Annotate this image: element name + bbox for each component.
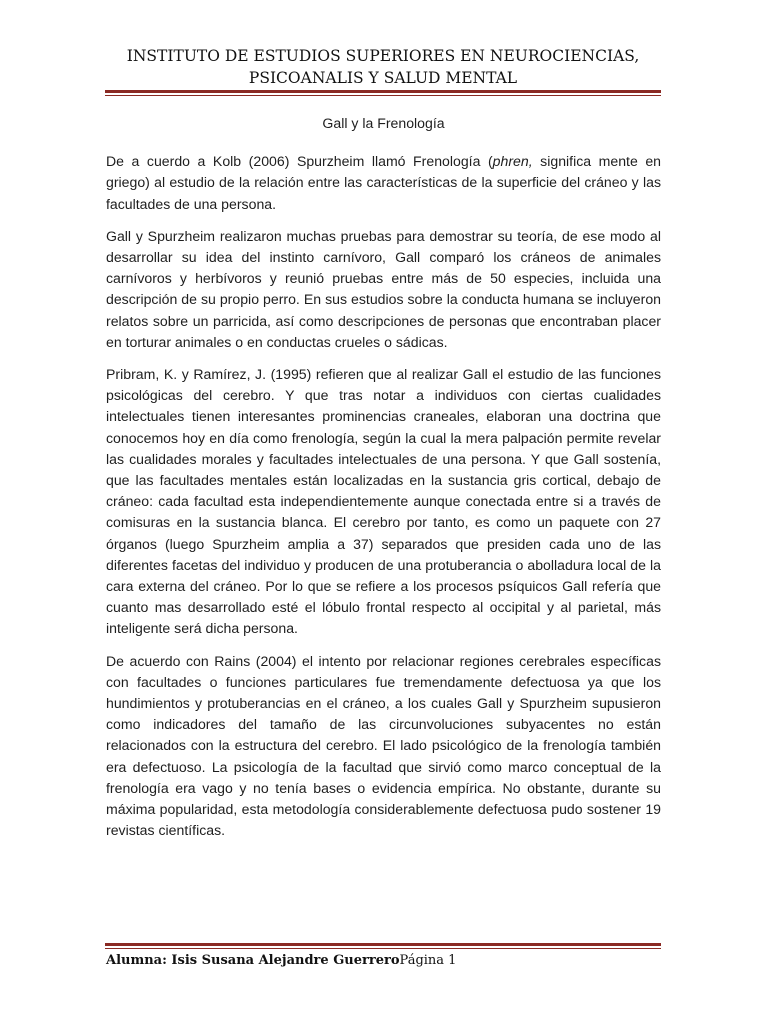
footer-author: Alumna: Isis Susana Alejandre Guerrero (106, 953, 400, 968)
page-header (105, 45, 661, 89)
paragraph-1 (106, 151, 661, 215)
header-rule-thick (105, 90, 661, 93)
header-rule-thin (105, 95, 661, 96)
document-title: Gall y la Frenología (322, 115, 445, 131)
header-line-2: PSICOANALIS Y SALUD MENTAL (248, 69, 518, 87)
paragraph-3: Pribram, K. y Ramírez, J. (1995) refieren que al realizar Gall el estudio de las funciones psicológicas del cerebro. Y que tras notar a individuos con ciertas cualidades intelectuales tienen interesantes prominencias craneales, elaboran una doctrina que conocemos hoy en día como frenología, según la cual la mera palpación permite revelar las cualidades morales y facultades intelectuales de una persona. Y que Gall sostenía, que las facultades mentales están localizadas en la sustancia gris cortical, debajo de cráneo: cada facultad esta independientemente aunque conectada entre si a través de comisuras en la sustancia blanca. El cerebro por tanto, es como un paquete con 27 órganos (luego Spurzheim amplia a 37) separados que presiden cada uno de las diferentes facetas del individuo y producen de una protuberancia o abolladura local de la cara externa del cráneo. Por lo que se refiere a los procesos psíquicos Gall refería que cuanto mas desarrollado esté el lóbulo frontal respecto al occipital y al parietal, más inteligente será dicha persona. (106, 366, 661, 637)
footer-rule-thick (105, 943, 661, 946)
paragraph-1-text-a: De a cuerdo a Kolb (2006) Spurzheim llamó Frenología ( (106, 153, 493, 170)
paragraph-1-text-b: significa mente en griego) al estudio de la relación entre las características de la superficie del cráneo y las facultades de una persona. (106, 153, 662, 212)
header-line-1: INSTITUTO DE ESTUDIOS SUPERIORES EN NEUROCIENCIAS, (126, 47, 640, 65)
footer-rule-thin (105, 948, 661, 949)
document-body (106, 113, 661, 853)
paragraph-1-italic: phren, (492, 153, 533, 170)
paragraph-4: De acuerdo con Rains (2004) el intento por relacionar regiones cerebrales específicas con facultades o funciones particulares fue tremendamente defectuosa ya que los hundimientos y protuberancias en el cráneo, a los cuales Gall y Spurzheim supusieron como indicadores del tamaño de las circunvoluciones subyacentes no están relacionados con la estructura del cerebro. El lado psicológico de la frenología también era defectuoso. La psicología de la facultad que sirvió como marco conceptual de la frenología era vago y no tenía bases o evidencia empírica. No obstante, durante su máxima popularidad, esta metodología considerablemente defectuosa pudo sostener 19 revistas científicas. (106, 652, 661, 839)
page-footer (106, 951, 662, 971)
paragraph-2: Gall y Spurzheim realizaron muchas pruebas para demostrar su teoría, de ese modo al desarrollar su idea del instinto carnívoro, Gall comparó los cráneos de animales carnívoros y herbívoros y reunió pruebas entre más de 50 especies, incluida una descripción de su propio perro. En sus estudios sobre la conducta humana se incluyeron relatos sobre un parricida, así como descripciones de personas que encontraban placer en torturar animales o en conductas crueles o sádicas. (106, 227, 661, 350)
footer-page-number: Página 1 (399, 953, 457, 968)
